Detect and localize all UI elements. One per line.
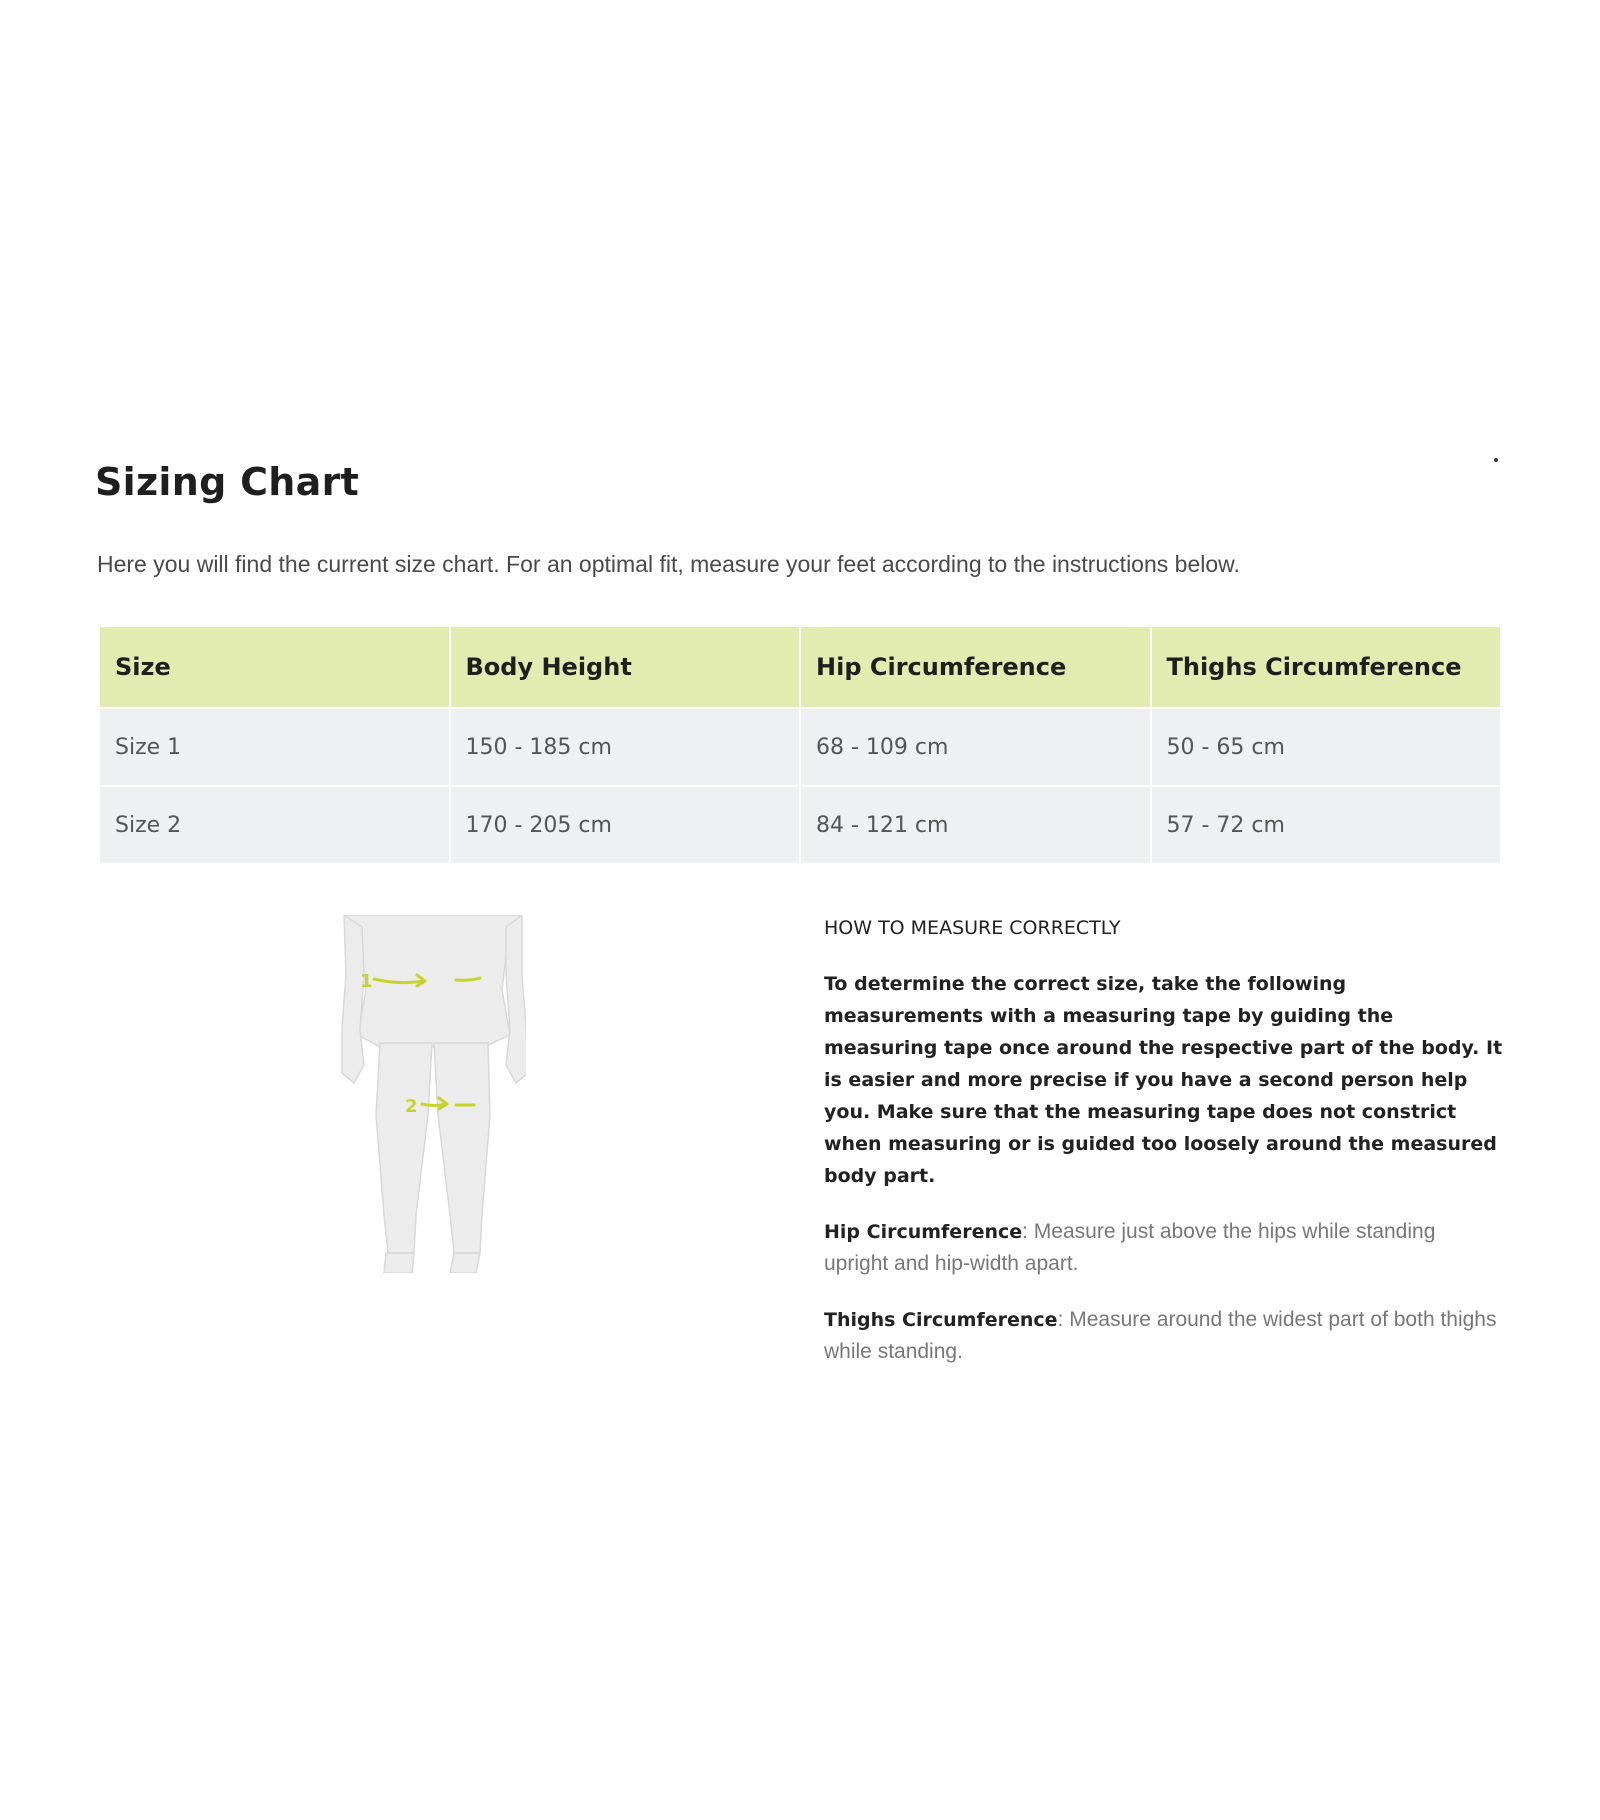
thigh-text: : Measure around the widest part of both thighs while standing. — [824, 1308, 1497, 1364]
how-to-measure-body: To determine the correct size, take the following measurements with a measuring tape by guiding the measuring tape once around the respective part of the body. It is easier and more precise if you have a second person help you. Make sure that the measuring tape does not constrict when measuring or is guided too loosely around the measured body part. — [824, 973, 1503, 1188]
header-thighs-circumference: Thighs Circumference — [1152, 627, 1501, 707]
table-cell: 50 - 65 cm — [1152, 709, 1501, 785]
table-cell: 68 - 109 cm — [801, 709, 1150, 785]
hip-text: : Measure just above the hips while standing upright and hip-width apart. — [824, 1220, 1436, 1276]
table-cell: Size 1 — [100, 709, 449, 785]
header-hip-circumference: Hip Circumference — [801, 627, 1150, 707]
table-cell: 170 - 205 cm — [451, 787, 800, 863]
size-table — [98, 625, 1502, 865]
measure-section — [95, 915, 1503, 1364]
header-size: Size — [100, 627, 449, 707]
body-silhouette — [342, 915, 526, 1273]
thigh-term: Thighs Circumference — [824, 1309, 1058, 1332]
intro-text: Here you will find the current size chart. For an optimal fit, measure your feet according to the instructions below. — [97, 550, 1240, 577]
how-to-measure-heading: HOW TO MEASURE CORRECTLY — [824, 917, 1121, 940]
body-figure-illustration — [340, 915, 526, 1273]
marker-1: 1 — [360, 971, 373, 993]
table-row — [100, 787, 1500, 863]
header-body-height: Body Height — [451, 627, 800, 707]
table-cell: Size 2 — [100, 787, 449, 863]
hip-measure-instruction — [824, 1216, 1504, 1280]
marker-2: 2 — [405, 1096, 418, 1118]
table-header-row — [100, 627, 1500, 707]
thigh-measure-instruction — [824, 1304, 1504, 1368]
sizing-chart-section — [95, 460, 1503, 1364]
table-cell: 150 - 185 cm — [451, 709, 800, 785]
body-measurement-figure — [340, 915, 526, 1273]
table-cell: 57 - 72 cm — [1152, 787, 1501, 863]
hip-term: Hip Circumference — [824, 1221, 1023, 1244]
table-row — [100, 709, 1500, 785]
measure-instructions — [824, 915, 1504, 1368]
table-cell: 84 - 121 cm — [801, 787, 1150, 863]
page-title: Sizing Chart — [95, 460, 360, 504]
